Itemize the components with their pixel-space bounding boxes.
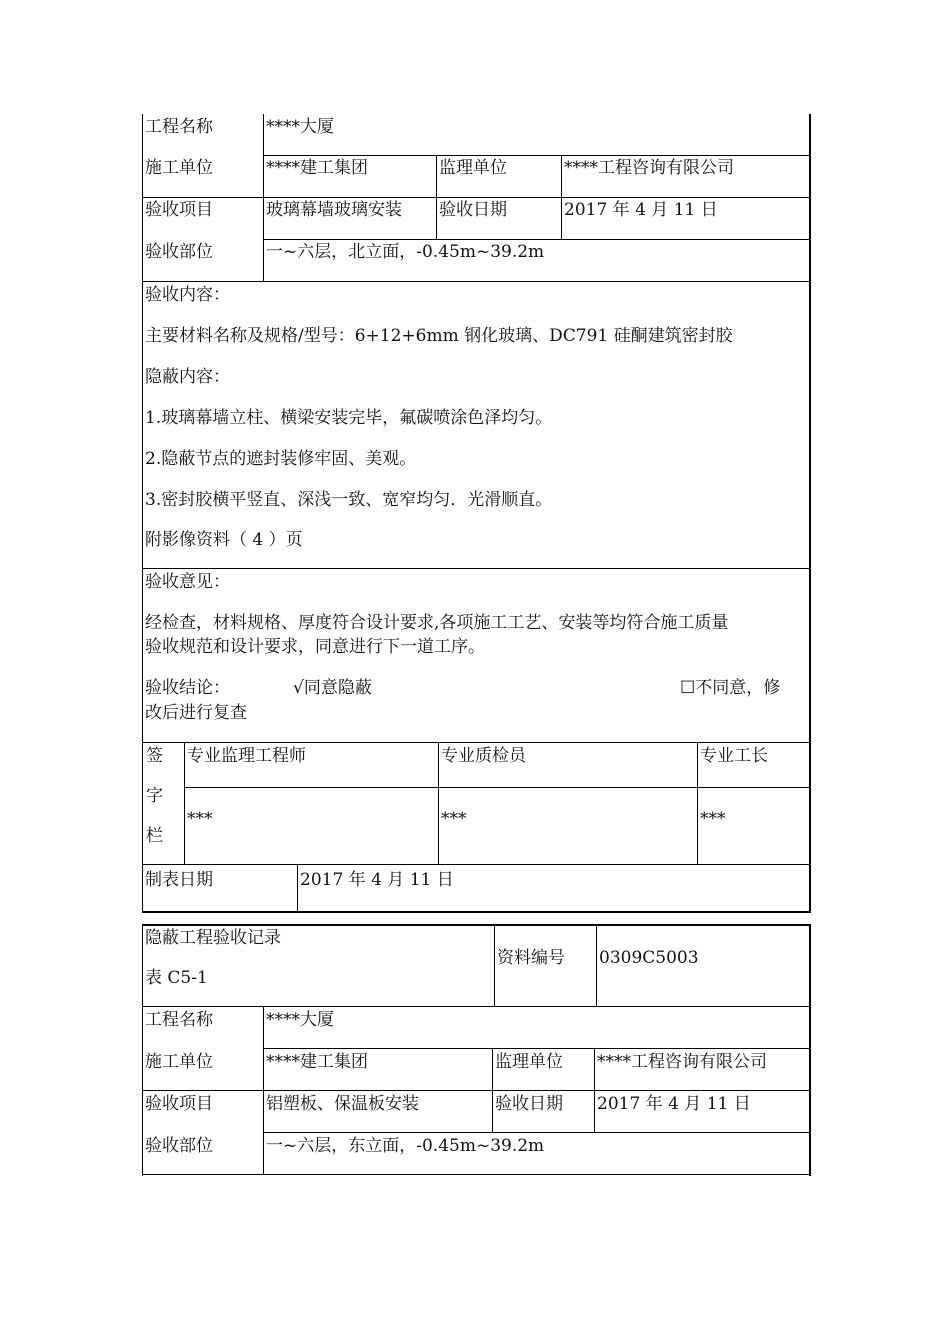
form-date-value: 2017 年 4 月 11 日 [300, 870, 454, 890]
doc-no-label: 资料编号 [497, 948, 565, 968]
form1-col-divider [184, 742, 185, 864]
quality-inspector-signature: *** [441, 809, 467, 829]
foreman-label: 专业工长 [700, 746, 768, 766]
form1-row-line [142, 197, 810, 198]
form1-left-border [142, 114, 143, 913]
construction-unit-value: ****建工集团 [266, 158, 368, 178]
project-name-label: 工程名称 [145, 117, 213, 137]
acceptance-date-label: 验收日期 [495, 1094, 563, 1114]
hidden-content-label: 隐蔽内容： [145, 367, 230, 387]
form1-row-line [142, 281, 810, 282]
form1-col-divider [697, 742, 698, 864]
acceptance-date-value: 2017 年 4 月 11 日 [597, 1094, 751, 1114]
conclusion-label: 验收结论： [145, 678, 230, 698]
form2-col-divider [492, 1048, 493, 1132]
supervisor-signature: *** [187, 809, 213, 829]
form1-row-line [142, 742, 810, 743]
sign-column-char: 签 [146, 746, 163, 766]
acceptance-part-value: 一~六层，东立面，-0.45m~39.2m [266, 1136, 545, 1156]
foreman-signature: *** [700, 809, 726, 829]
acceptance-date-label: 验收日期 [439, 200, 507, 220]
acceptance-item-value: 玻璃幕墙玻璃安装 [266, 200, 402, 220]
acceptance-part-label: 验收部位 [145, 1136, 213, 1156]
form1-right-border [809, 114, 811, 913]
form2-bottom-border [142, 1174, 811, 1175]
acceptance-item-value: 铝塑板、保温板安装 [266, 1094, 419, 1114]
opinion-text: 验收规范和设计要求，同意进行下一道工序。 [145, 637, 485, 657]
form1-row-line [142, 864, 810, 865]
form1-bottom-border [142, 911, 811, 913]
content-item: 1.玻璃幕墙立柱、横梁安装完毕，氟碳喷涂色泽均匀。 [145, 408, 553, 428]
doc-no-value: 0309C5003 [599, 948, 699, 968]
supervisor-label: 专业监理工程师 [187, 746, 306, 766]
form2-col-divider [594, 1048, 595, 1132]
form1-row-line [184, 787, 810, 788]
form2-left-border [142, 924, 143, 1176]
form2-title: 隐蔽工程验收记录 [145, 928, 281, 948]
supervision-unit-value: ****工程咨询有限公司 [597, 1052, 767, 1072]
disagree-checkbox[interactable]: ☐不同意，修 [680, 678, 781, 698]
opinion-text: 经检查，材料规格、厚度符合设计要求,各项施工工艺、安装等均符合施工质量 [145, 613, 729, 633]
materials-line: 主要材料名称及规格/型号：6+12+6mm 钢化玻璃、DC791 硅酮建筑密封胶 [145, 326, 733, 346]
form1-row-line [263, 155, 810, 156]
construction-unit-label: 施工单位 [145, 158, 213, 178]
project-name-label: 工程名称 [145, 1010, 213, 1030]
form1-col-divider [297, 864, 298, 912]
form2-right-border [809, 924, 811, 1176]
form1-col-divider [438, 742, 439, 864]
content-item: 3.密封胶横平竖直、深浅一致、宽窄均匀．光滑顺直。 [145, 490, 553, 510]
supervision-unit-label: 监理单位 [495, 1052, 563, 1072]
form2-row-line [142, 1090, 810, 1091]
sign-column-char: 字 [146, 786, 163, 806]
form2-col-divider [494, 924, 495, 1007]
project-name-value: ****大厦 [266, 1010, 334, 1030]
acceptance-item-label: 验收项目 [145, 1094, 213, 1114]
form2-top-border [142, 924, 811, 926]
form2-row-line [263, 1048, 810, 1049]
form2-col-divider [596, 924, 597, 1007]
content-label: 验收内容： [145, 285, 230, 305]
form1-row-line [142, 568, 810, 569]
supervision-unit-value: ****工程咨询有限公司 [564, 158, 734, 178]
supervision-unit-label: 监理单位 [439, 158, 507, 178]
construction-unit-value: ****建工集团 [266, 1052, 368, 1072]
quality-inspector-label: 专业质检员 [441, 746, 526, 766]
opinion-label: 验收意见： [145, 572, 230, 592]
form-date-label: 制表日期 [145, 870, 213, 890]
form2-row-line [263, 1132, 810, 1133]
acceptance-part-label: 验收部位 [145, 242, 213, 262]
content-item: 2.隐蔽节点的遮封装修牢固、美观。 [145, 449, 417, 469]
project-name-value: ****大厦 [266, 117, 334, 137]
sign-column-char: 栏 [146, 826, 163, 846]
form2-subtitle: 表 C5-1 [145, 968, 208, 988]
acceptance-part-value: 一~六层，北立面，-0.45m~39.2m [266, 242, 545, 262]
form2-row-line [142, 1006, 810, 1007]
acceptance-date-value: 2017 年 4 月 11 日 [564, 200, 718, 220]
agree-checkbox[interactable]: √同意隐蔽 [293, 678, 372, 698]
disagree-text-cont: 改后进行复查 [145, 703, 247, 723]
acceptance-item-label: 验收项目 [145, 200, 213, 220]
construction-unit-label: 施工单位 [145, 1052, 213, 1072]
attachment-line: 附影像资料（ 4 ）页 [145, 530, 303, 550]
form1-row-line [263, 239, 810, 240]
